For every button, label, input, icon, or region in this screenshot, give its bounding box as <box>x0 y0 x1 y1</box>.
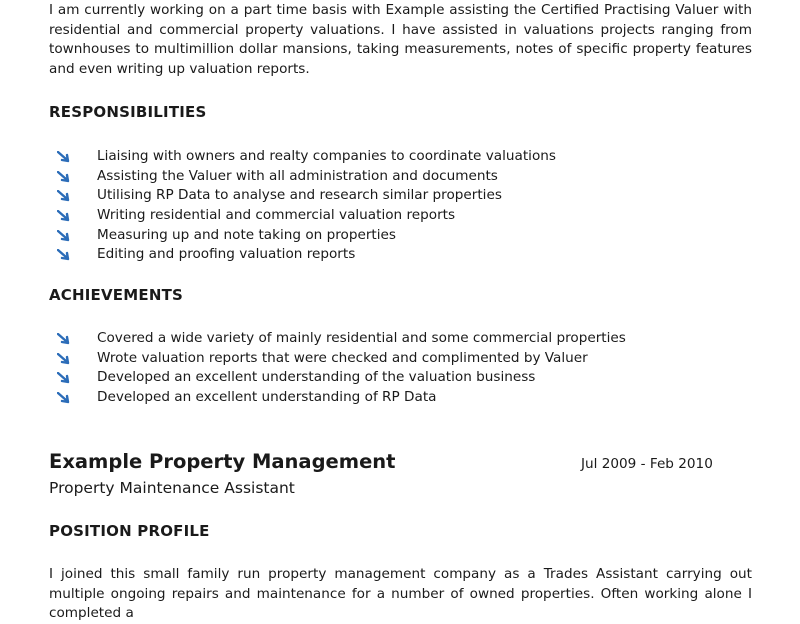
arrow-down-right-icon <box>57 151 71 163</box>
responsibilities-list <box>57 147 556 265</box>
list-item-text: Assisting the Valuer with all administration and documents <box>97 167 498 184</box>
list-item-text: Writing residential and commercial valuation reports <box>97 207 456 224</box>
list-item <box>57 245 556 265</box>
arrow-down-right-icon <box>57 333 71 345</box>
employment-dates: Jul 2009 - Feb 2010 <box>581 456 713 472</box>
list-item-text: Wrote valuation reports that were checked and complimented by Valuer <box>97 349 588 366</box>
list-item <box>57 368 626 388</box>
list-item <box>57 206 556 226</box>
arrow-down-right-icon <box>57 190 71 202</box>
arrow-down-right-icon <box>57 392 71 404</box>
achievements-heading: ACHIEVEMENTS <box>49 286 184 304</box>
list-item-text: Covered a wide variety of mainly residential and some commercial properties <box>97 330 626 346</box>
list-item-text: Developed an excellent understanding of the valuation business <box>97 369 536 386</box>
arrow-down-right-icon <box>57 353 71 365</box>
list-item-text: Measuring up and note taking on properties <box>97 226 396 243</box>
profile-paragraph: I joined this small family run property management company as a Trades Assistant carrying out multiple ongoing repairs and maintenance for a number of owned properties. Often working alone I completed a <box>49 566 752 622</box>
arrow-down-right-icon <box>57 230 71 242</box>
list-item <box>57 226 556 246</box>
intro-paragraph: I am currently working on a part time basis with Example assisting the Certified Practising Valuer with residential and commercial property valuations. I have assisted in valuations projects ranging from townhouses to multimillion dollar mansions, taking measurements, notes of specific property features and even writing up valuation reports. <box>49 2 752 78</box>
list-item <box>57 147 556 167</box>
list-item <box>57 329 626 349</box>
arrow-down-right-icon <box>57 372 71 384</box>
list-item <box>57 167 556 187</box>
arrow-down-right-icon <box>57 171 71 183</box>
position-profile-heading: POSITION PROFILE <box>49 522 210 540</box>
achievements-list <box>57 329 626 408</box>
list-item-text: Developed an excellent understanding of RP Data <box>97 389 437 406</box>
list-item-text: Utilising RP Data to analyse and research similar properties <box>97 187 502 204</box>
job-role: Property Maintenance Assistant <box>49 479 295 497</box>
list-item-text: Liaising with owners and realty companies to coordinate valuations <box>97 148 556 164</box>
list-item-text: Editing and proofing valuation reports <box>97 246 356 263</box>
list-item <box>57 349 626 369</box>
arrow-down-right-icon <box>57 249 71 261</box>
company-name: Example Property Management <box>49 450 396 473</box>
list-item <box>57 186 556 206</box>
list-item <box>57 388 626 408</box>
arrow-down-right-icon <box>57 210 71 222</box>
responsibilities-heading: RESPONSIBILITIES <box>49 103 207 121</box>
